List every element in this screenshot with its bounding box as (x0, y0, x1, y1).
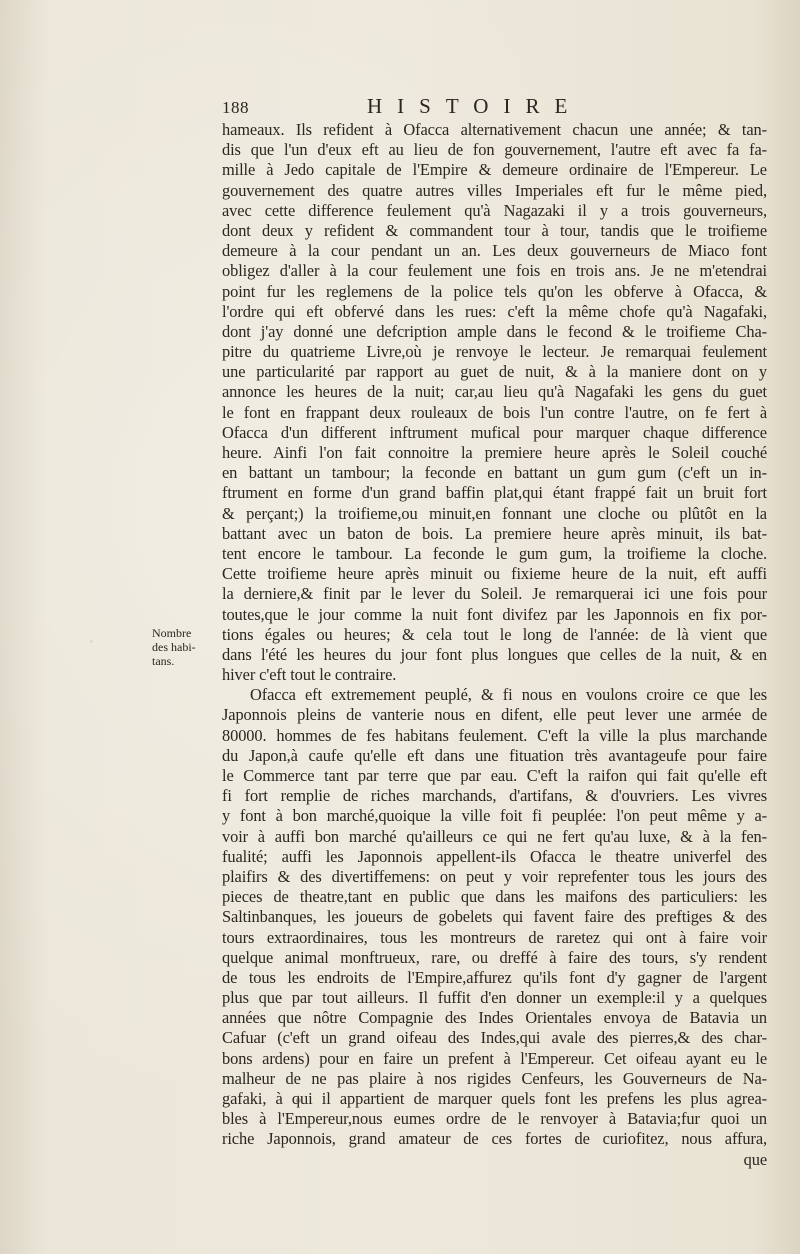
text-line: Cafuar (c'eft un grand oifeau des Indes,qui avale des pierres,& des char- (222, 1028, 767, 1048)
text-line: de tous les endroits de l'Empire,affurez qu'ils font d'y gagner de l'argent (222, 967, 767, 987)
text-line: tions égales ou heures; & cela tout le long de l'année: de là vient que (222, 624, 767, 644)
text-line: hiver c'eft tout le contraire. (222, 665, 397, 685)
text-line: dis que l'un d'eux eft au lieu de fon gouvernement, l'autre eft avec fa fa- (222, 140, 767, 160)
text-line: hameaux. Ils refident à Ofacca alternativement chacun une année; & tan- (222, 120, 767, 139)
text-line: dont deux y refident & commandent tour à tour, tandis que le troifieme (222, 220, 767, 240)
page-header (222, 94, 767, 120)
text-line: avec cette difference feulement qu'à Nagazaki il y a trois gouverneurs, (222, 200, 767, 220)
text-line: annonce les heures de la nuit; car,au lieu qu'à Nagafaki les gens du guet (222, 382, 767, 402)
text-line: dont j'ay donné une defcription ample dans le fecond & le troifieme Cha- (222, 321, 767, 341)
text-line: gouvernement des quatre autres villes Imperiales eft fur le même pied, (222, 180, 767, 200)
text-line: fualité; auffi les Japonnois appellent-ils Ofacca le theatre univerfel des (222, 846, 767, 866)
running-title: HISTOIRE (367, 94, 583, 118)
text-line: battant avec un baton de bois. La premiere heure après minuit, ils bat- (222, 523, 767, 543)
text-line: le font en frappant deux rouleaux de bois l'un contre l'autre, on fe fert à (222, 402, 767, 422)
text-line: & perçant;) la troifieme,ou minuit,en fonnant une cloche ou plûtôt en la (222, 503, 767, 523)
text-line: gafaki, à qui il appartient de marquer quels font les prefens les plus agrea- (222, 1089, 767, 1108)
ink-speck (90, 640, 93, 643)
text-line: années que nôtre Compagnie des Indes Orientales envoya de Batavia un (222, 1008, 767, 1028)
text-line: plaifirs & des divertiffemens: on peut y voir reprefenter tous les jours des (222, 866, 767, 886)
body-text (222, 120, 767, 1170)
text-line: quelque animal monftrueux, rare, ou dreffé à faire des tours, s'y rendent (222, 947, 767, 967)
margin-note (152, 626, 212, 668)
text-line: riche Japonnois, grand amateur de ces fortes de curiofitez, nous affura, (222, 1129, 767, 1149)
text-line: du Japon,à caufe qu'elle eft dans une fituation très avantageufe pour faire (222, 745, 767, 765)
catchword: que (743, 1149, 767, 1169)
text-line: pieces de theatre,tant en public que dans les maifons des particuliers: les (222, 887, 767, 907)
text-line: bons ardens) pour en faire un prefent à l'Empereur. Cet oifeau ayant eu le (222, 1048, 767, 1068)
text-line: dans l'été les heures du jour font plus longues que celles de la nuit, & en (222, 644, 767, 664)
text-line: Cette troifieme heure après minuit ou fixieme heure de la nuit, eft auffi (222, 564, 767, 584)
page-number: 188 (222, 98, 249, 117)
text-line: point fur les reglemens de la police tels qu'on les obferve à Ofacca, & (222, 281, 767, 301)
text-line: Ofacca eft extremement peuplé, & fi nous en voulons croire ce que les (250, 685, 767, 705)
text-line: l'ordre qui eft obfervé dans les rues: c'eft la même chofe qu'à Nagafaki, (222, 301, 767, 321)
text-line: plus que par tout ailleurs. Il fuffit d'en donner un exemple:il y a quelques (222, 988, 767, 1008)
text-line: toutes,que le jour comme la nuit font divifez par les Japonnois en fix por- (222, 604, 767, 624)
text-line: demeure à la cour pendant un an. Les deux gouverneurs de Miaco font (222, 241, 767, 261)
margin-note-line: Nombre (152, 626, 192, 640)
margin-note-line: des habi- (152, 640, 196, 654)
text-line: bles à l'Empereur,nous eumes ordre de le renvoyer à Batavia;fur quoi un (222, 1109, 767, 1129)
text-line: pitre du quatrieme Livre,où je renvoye le lecteur. Je remarquai feulement (222, 342, 767, 362)
text-line: en battant un tambour; la feconde en battant un gum gum (c'eft un in- (222, 463, 767, 483)
text-line: ftrument en forme d'un grand baffin plat,qui étant frappé fait un bruit fort (222, 483, 767, 503)
text-line: Saltinbanques, les joueurs de gobelets qui favent faire des preftiges & des (222, 907, 767, 927)
text-line: obligez d'aller à la cour feulement une fois en trois ans. Je ne m'etendrai (222, 261, 767, 281)
text-line: la derniere,& finit par le lever du Soleil. Je remarquerai ici une fois pour (222, 584, 767, 604)
text-line: mille à Jedo capitale de l'Empire & demeure ordinaire de l'Empereur. Le (222, 160, 767, 180)
text-line: fi fort remplie de riches marchands, d'artifans, & d'ouvriers. Les vivres (222, 786, 767, 806)
text-line: Ofacca d'un different inftrument mufical pour marquer chaque difference (222, 422, 767, 442)
text-line: heure. Ainfi l'on fait connoitre la premiere heure après le Soleil couché (222, 443, 767, 462)
text-line: voir à auffi bon marché qu'ailleurs ce qui ne fert qu'au luxe, & à la fen- (222, 826, 767, 846)
margin-note-line: tans. (152, 654, 175, 668)
text-line: tours extraordinaires, tous les montreurs de raretez qui ont à faire voir (222, 927, 767, 947)
text-line: tent encore le tambour. La feconde le gum gum, la troifieme la cloche. (222, 543, 767, 563)
text-line: le Commerce tant par terre que par eau. C'eft la raifon qui fait qu'elle eft (222, 766, 767, 785)
text-line: y font à bon marché,quoique la ville foit fi peuplée: l'on peut même y a- (222, 806, 767, 826)
text-line: Japonnois pleins de vanterie nous en difent, elle peut lever une armée de (222, 705, 767, 725)
text-line: 80000. hommes de fes habitans feulement. C'eft la ville la plus marchande (222, 725, 767, 745)
text-line: malheur de ne pas plaire à nos rigides Cenfeurs, les Gouverneurs de Na- (222, 1068, 767, 1088)
text-line: une particularité par rapport au guet de nuit, & à la maniere dont on y (222, 362, 767, 382)
